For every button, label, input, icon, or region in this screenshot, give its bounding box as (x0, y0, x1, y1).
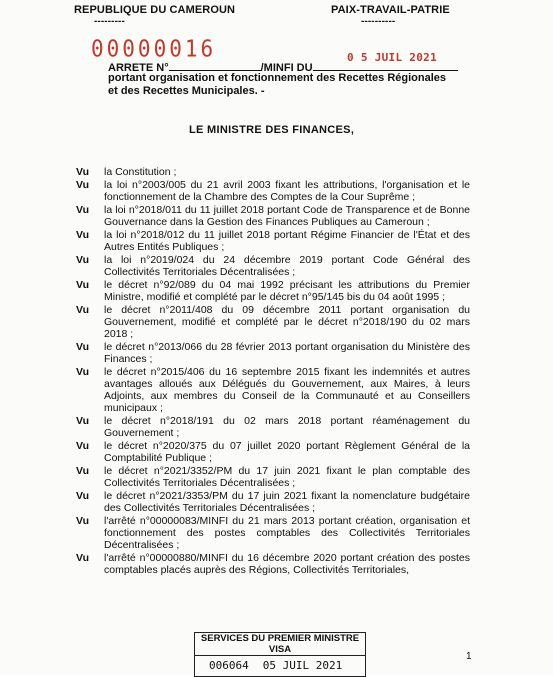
visa-stamp-subtitle: VISA (195, 645, 365, 656)
visa-label: Vu (76, 229, 90, 241)
visa-label: Vu (76, 204, 90, 216)
motto-separator: ---------- (361, 16, 396, 27)
visa-text: la loi n°2019/024 du 24 décembre 2019 portant Code Général des Collectivités Territoriales Décentralisées ; (104, 254, 470, 278)
visa-label: Vu (76, 440, 90, 452)
visa-label: Vu (76, 490, 90, 502)
decree-subject-line: et des Recettes Municipales. - (108, 84, 265, 97)
decree-subject (108, 72, 508, 97)
visa-item (76, 415, 470, 439)
visa-item (76, 254, 470, 278)
visa-item (76, 229, 470, 253)
visa-text: le décret n°2021/3352/PM du 17 juin 2021 fixant le plan comptable des Collectivités Territoriales Décentralisées ; (104, 465, 470, 489)
decree-date-blank (313, 60, 458, 71)
minister-heading: LE MINISTRE DES FINANCES, (189, 124, 355, 136)
decree-number-blank (169, 60, 261, 71)
visa-item (76, 166, 470, 178)
visa-text: la Constitution ; (104, 166, 177, 178)
visa-stamp-title: SERVICES DU PREMIER MINISTRE (200, 633, 360, 644)
visa-label: Vu (76, 254, 90, 266)
decree-prefix: ARRETE N° (108, 62, 169, 74)
visa-item (76, 179, 470, 203)
visa-label: Vu (76, 366, 90, 378)
visa-stamp (194, 632, 366, 677)
visa-text: le décret n°92/089 du 04 mai 1992 précisant les attributions du Premier Ministre, modifié et complété par le décret n°95/145 bis du 04 août 1995 ; (104, 279, 470, 303)
visa-text: l'arrêté n°00000880/MINFI du 16 décembre 2020 portant création des postes comptables placés auprès des Régions, Collectivités Territoriales, (104, 552, 470, 576)
decree-number-stamp: 00000016 (91, 35, 217, 62)
republic-separator: --------- (94, 16, 125, 27)
visa-text: la loi n°2018/012 du 11 juillet 2018 portant Régime Financier de l'État et des Autres Entités Publiques ; (104, 229, 470, 253)
visa-text: la loi n°2003/005 du 21 avril 2003 fixant les attributions, l'organisation et le fonctionnement de la Chambre des Comptes de la Cour Suprême ; (104, 179, 470, 203)
visa-label: Vu (76, 465, 90, 477)
visa-text: le décret n°2021/3353/PM du 17 juin 2021 fixant la nomenclature budgétaire des Collectivités Territoriales Décentralisées ; (104, 490, 470, 514)
visa-item (76, 279, 470, 303)
visa-stamp-date: 05 JUIL 2021 (262, 658, 343, 672)
visa-item (76, 366, 470, 414)
decree-subject-line: portant organisation et fonctionnement des Recettes Régionales (108, 72, 446, 84)
decree-middle: /MINFI DU (260, 62, 313, 74)
visa-item (76, 304, 470, 340)
visa-item (76, 341, 470, 365)
visa-label: Vu (76, 341, 90, 353)
republic-header (74, 4, 235, 26)
visa-label: Vu (76, 179, 90, 191)
visa-stamp-number: 006064 (209, 658, 249, 672)
visa-text: le décret n°2015/406 du 16 septembre 2015 fixant les indemnités et autres avantages alloués aux Délégués du Gouvernement, aux Maires, à leurs Adjoints, aux membres du Conseil de la Communauté et au Conseillers municipaux ; (104, 366, 470, 414)
visa-text: le décret n°2020/375 du 07 juillet 2020 portant Règlement Général de la Comptabilité Publique ; (104, 440, 470, 464)
visa-label: Vu (76, 415, 90, 427)
visa-text: le décret n°2018/191 du 02 mars 2018 portant réaménagement du Gouvernement ; (104, 415, 470, 439)
visa-label: Vu (76, 166, 90, 178)
visa-item (76, 490, 470, 514)
republic-title: REPUBLIQUE DU CAMEROUN (74, 4, 236, 16)
visa-item (76, 204, 470, 228)
visa-text: le décret n°2013/066 du 28 février 2013 portant organisation du Ministère des Finances ; (104, 341, 470, 365)
motto-title: PAIX-TRAVAIL-PATRIE (331, 4, 450, 16)
visa-label: Vu (76, 304, 90, 316)
visa-item (76, 465, 470, 489)
visa-item (76, 552, 470, 576)
visa-item (76, 440, 470, 464)
decree-date-stamp: 0 5 JUIL 2021 (347, 51, 437, 64)
visa-label: Vu (76, 552, 90, 564)
page-number: 1 (466, 651, 472, 662)
visa-text: le décret n°2011/408 du 09 décembre 2011 portant organisation du Gouvernement, modifié et complété par le décret n°2018/190 du 02 mars 2018 ; (104, 304, 470, 340)
visa-item (76, 515, 470, 551)
visa-text: l'arrêté n°00000083/MINFI du 21 mars 2013 portant création, organisation et fonctionnement des postes comptables des Collectivités Territoriales Décentralisées ; (104, 515, 470, 551)
visa-text: la loi n°2018/011 du 11 juillet 2018 portant Code de Transparence et de Bonne Gouvernance dans la Gestion des Finances Publiques au Cameroun ; (104, 204, 470, 228)
visa-label: Vu (76, 515, 90, 527)
visa-label: Vu (76, 279, 90, 291)
visa-stamp-registration (195, 656, 365, 676)
motto-header (331, 4, 450, 26)
visa-list (76, 166, 470, 577)
